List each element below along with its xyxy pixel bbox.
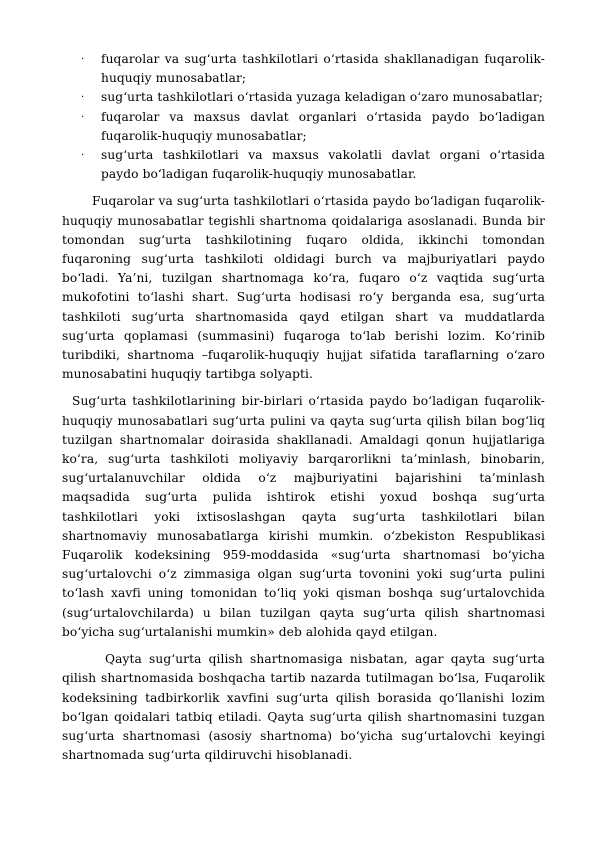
list-item-text: sug‘urta tashkilotlari va maxsus vakolatli davlat organi o‘rtasida paydo bo‘ladigan fuqarolik-huquqiy munosabatlar. xyxy=(101,148,545,182)
document-page xyxy=(62,50,545,765)
paragraph-qayta-sugurta: Qayta sug‘urta qilish shartnomasiga nisbatan, agar qayta sug‘urta qilish shartnomasida boshqacha tartib nazarda tutilmagan bo‘lsa, Fuqarolik kodeksining tadbirkorlik xavfini sug‘urta qilish borasida qo‘llanishi lozim bo‘lgan qoidalari tatbiq etiladi. Qayta sug‘urta qilish shartnomasini tuzgan sug‘urta shartnomasi (asosiy shartnoma) bo‘yicha sug‘urtalovchi keyingi shartnomada sug‘urta qildiruvchi hisoblanadi. xyxy=(62,652,545,763)
bullet-icon: · xyxy=(81,111,85,123)
paragraph-fuqarolar: Fuqarolar va sug‘urta tashkilotlari o‘rtasida paydo bo‘ladigan fuqarolik-huquqiy munosabatlar tegishli shartnoma qoidalariga asoslanadi. Bunda bir tomondan sug‘urta tashkilotining fuqaro oldida, ikkinchi tomondan fuqaroning sug‘urta tashkiloti oldidagi burch va majburiyatlari paydo bo‘ladi. Ya’ni, tuzilgan shartnomaga ko‘ra, fuqaro o‘z vaqtida sug‘urta mukofotini to‘lashi shart. Sug‘urta hodisasi ro‘y berganda esa, sug‘urta tashkiloti sug‘urta shartnomasida qayd etilgan shart va muddatlarda sug‘urta qoplamasi (summasini) fuqaroga to‘lab berishi lozim. Ko‘rinib turibdiki, shartnoma –fuqarolik-huquqiy hujjat sifatida taraflarning o‘zaro munosabatini huquqiy tartibga solyapti. xyxy=(62,194,545,382)
bullet-icon: · xyxy=(81,92,85,104)
bullet-icon: · xyxy=(81,150,85,162)
list-item xyxy=(62,88,545,107)
list-item xyxy=(62,50,545,88)
list-item-text: fuqarolar va maxsus davlat organlari o‘rtasida paydo bo‘ladigan fuqarolik-huquqiy munosabatlar; xyxy=(101,109,545,143)
paragraph-sugurta-tashkilotlari: Sug‘urta tashkilotlarining bir-birlari o‘rtasida paydo bo‘ladigan fuqarolik-huquqiy munosabatlari sug‘urta pulini va qayta sug‘urta qilish bilan bog‘liq tuzilgan shartnomalar doirasida shakllanadi. Amaldagi qonun hujjatlariga ko‘ra, sug‘urta tashkiloti moliyaviy barqarorlikni ta’minlash, binobarin, sug‘urtalanuvchilar oldida o‘z majburiyatini bajarishini ta’minlash maqsadida sug‘urta pulida ishtirok etishi yoxud boshqa sug‘urta tashkilotlari yoki ixtisoslashgan qayta sug‘urta tashkilotlari bilan shartnomaviy munosabatlarga kirishi mumkin. o‘zbekiston Respublikasi Fuqarolik kodeksining 959-moddasida «sug‘urta shartnomasi bo‘yicha sug‘urtalovchi o‘z zimmasiga olgan sug‘urta tovonini yoki sug‘urta pulini to‘lash xavfi uning tomonidan to‘liq yoki qisman boshqa sug‘urtalovchida (sug‘urtalovchilarda) u bilan tuzilgan qayta sug‘urta qilish shartnomasi bo‘yicha sug‘urtalanishi mumkin» deb alohida qayd etilgan. xyxy=(62,394,545,639)
list-item xyxy=(62,146,545,184)
bullet-icon: · xyxy=(81,54,85,65)
list-item-text: sug‘urta tashkilotlari o‘rtasida yuzaga keladigan o‘zaro munosabatlar; xyxy=(101,90,543,105)
bullet-list xyxy=(62,50,545,184)
list-item xyxy=(62,108,545,146)
list-item-text: fuqarolar va sug‘urta tashkilotlari o‘rtasida shakllanadigan fuqarolik-huquqiy munosabatlar; xyxy=(101,52,545,86)
